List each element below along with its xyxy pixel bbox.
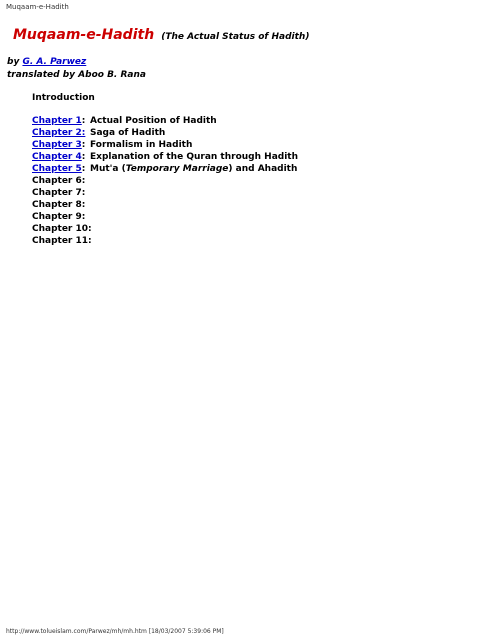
- toc-chapter-2: [32, 127, 90, 139]
- title-line: [13, 24, 309, 43]
- toc-chapter-5: [32, 163, 90, 175]
- chapter-1-link[interactable]: Chapter 1: [32, 116, 82, 126]
- page-title: Muqaam-e-Hadith: [13, 27, 155, 43]
- chapter-7-label: Chapter 7:: [32, 188, 86, 198]
- chapter-2-title: Saga of Hadith: [90, 128, 166, 138]
- chapter-8-label: Chapter 8:: [32, 200, 86, 210]
- chapter-10-label: Chapter 10:: [32, 224, 92, 234]
- toc-row-chapter-9: [32, 211, 298, 223]
- toc-chapter-1: [32, 115, 90, 127]
- chapter-3-link[interactable]: Chapter 3: [32, 140, 82, 150]
- by-prefix: by: [7, 57, 20, 67]
- toc-row-chapter-5: [32, 163, 298, 175]
- author-line: [7, 56, 146, 69]
- author-link[interactable]: G. A. Parwez: [22, 57, 87, 67]
- table-of-contents: [32, 115, 298, 247]
- window-title: Muqaam-e-Hadith: [6, 3, 69, 11]
- toc-row-chapter-3: [32, 139, 298, 151]
- footer-url: http://www.tolueislam.com/Parwez/mh/mh.htm [18/03/2007 5:39:06 PM]: [6, 628, 224, 635]
- toc-row-chapter-4: [32, 151, 298, 163]
- chapter-11-label: Chapter 11:: [32, 236, 92, 246]
- chapter-4-link[interactable]: Chapter 4: [32, 152, 82, 162]
- chapter-6-label: Chapter 6:: [32, 176, 86, 186]
- chapter-4-title: Explanation of the Quran through Hadith: [90, 152, 298, 162]
- toc-row-chapter-8: [32, 199, 298, 211]
- chapter-5-title-italic: Temporary Marriage: [125, 164, 229, 174]
- toc-chapter-4: [32, 151, 90, 163]
- chapter-4-colon: :: [81, 152, 86, 162]
- toc-row-chapter-10: [32, 223, 298, 235]
- chapter-5-title: [90, 163, 297, 175]
- toc-row-chapter-2: [32, 127, 298, 139]
- chapter-5-colon: :: [81, 164, 86, 174]
- byline: [7, 56, 146, 82]
- chapter-5-title-pre: Mut'a (: [90, 164, 126, 174]
- chapter-2-link[interactable]: Chapter 2:: [32, 128, 86, 138]
- translator-line: translated by Aboo B. Rana: [7, 70, 146, 80]
- chapter-1-title: Actual Position of Hadith: [90, 116, 217, 126]
- chapter-5-title-post: ) and Ahadith: [228, 164, 298, 174]
- chapter-3-title: Formalism in Hadith: [90, 140, 193, 150]
- toc-row-chapter-11: [32, 235, 298, 247]
- chapter-1-colon: :: [81, 116, 86, 126]
- chapter-9-label: Chapter 9:: [32, 212, 86, 222]
- toc-row-chapter-1: [32, 115, 298, 127]
- chapter-3-colon: :: [81, 140, 86, 150]
- toc-row-chapter-6: [32, 175, 298, 187]
- toc-row-chapter-7: [32, 187, 298, 199]
- toc-chapter-3: [32, 139, 90, 151]
- chapter-5-link[interactable]: Chapter 5: [32, 164, 82, 174]
- page-subtitle: (The Actual Status of Hadith): [161, 32, 310, 42]
- introduction-heading: Introduction: [32, 93, 95, 103]
